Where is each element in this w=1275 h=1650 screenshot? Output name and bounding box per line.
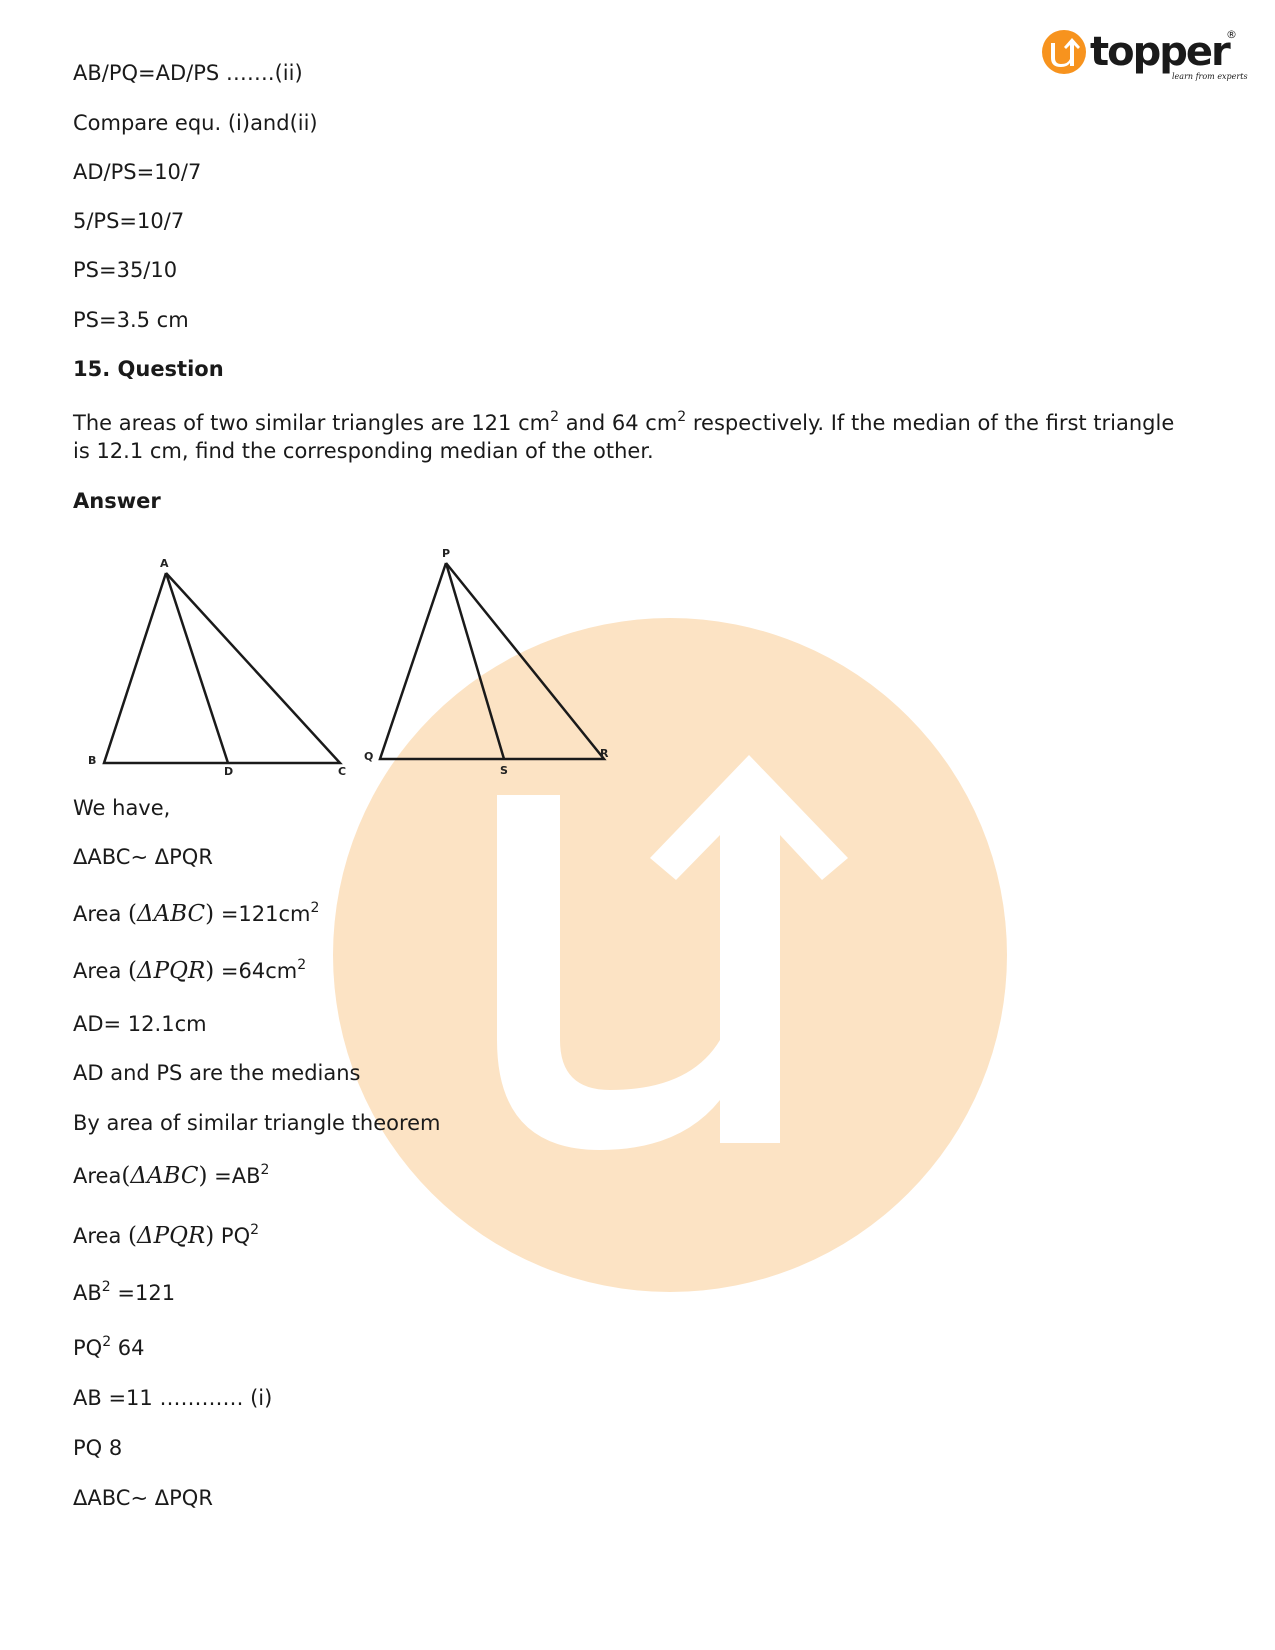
vertex-label-s: S — [500, 764, 508, 777]
text-line: Compare equ. (i)and(ii) — [73, 111, 318, 135]
vertex-label-c: C — [338, 765, 347, 778]
text-line: AD/PS=10/7 — [73, 160, 202, 184]
vertex-label-q: Q — [364, 750, 374, 763]
text-line: PS=35/10 — [73, 258, 178, 282]
ratio-abc-line: Area(ΔABC) $=AB^2$ — [73, 1162, 270, 1189]
ratio-pqr-line: Area (ΔPQR) $PQ^2$ — [73, 1222, 260, 1249]
logo-wordmark: topper — [1090, 29, 1229, 75]
vertex-label-b: B — [88, 754, 97, 767]
text-line: AB =11 ………… (i) — [73, 1386, 273, 1410]
text-line: AD= 12.1cm — [73, 1012, 207, 1036]
ab-squared-line: $AB^2 =121$ — [73, 1279, 176, 1305]
vertex-label-d: D — [224, 765, 234, 778]
vertex-label-p: P — [442, 547, 451, 560]
similarity-statement: ΔABC∼ ΔPQR — [73, 1486, 213, 1510]
vertex-label-r: R — [600, 747, 609, 760]
similarity-statement: ΔABC∼ ΔPQR — [73, 845, 213, 869]
answer-heading: Answer — [73, 489, 161, 513]
triangle-abc — [104, 573, 340, 763]
area-pqr-line: Area $(\Delta PQR) =64cm^2$ — [73, 957, 307, 984]
logo-tagline: learn from experts — [1172, 72, 1248, 81]
question-text: The areas of two similar triangles are 121 $cm^2$ and 64 $cm^2$ respectively. If the median of the first triangle is 12.1 cm, find the corresponding median of the other. — [73, 409, 1175, 463]
topper-logo — [1040, 24, 1248, 86]
text-line: PS=3.5 cm — [73, 308, 189, 332]
logo-circle-icon — [1042, 30, 1086, 74]
text-line: AD and PS are the medians — [73, 1061, 361, 1085]
pq-squared-line: $PQ^2$ 64 — [73, 1334, 145, 1360]
area-abc-line: Area $(\Delta ABC) =121cm^2$ — [73, 900, 320, 927]
vertex-label-a: A — [160, 557, 169, 570]
logo-registered-mark: ® — [1226, 28, 1237, 41]
triangles-figure — [80, 538, 640, 778]
text-line: PQ 8 — [73, 1436, 123, 1460]
text-line: AB/PQ=AD/PS …….(ii) — [73, 61, 303, 85]
question-heading: 15. Question — [73, 357, 224, 381]
median-ps — [446, 563, 504, 759]
text-line: 5/PS=10/7 — [73, 209, 185, 233]
text-line: By area of similar triangle theorem — [73, 1111, 441, 1135]
median-ad — [166, 573, 228, 763]
triangle-pqr — [380, 563, 604, 759]
text-line: We have, — [73, 796, 171, 820]
